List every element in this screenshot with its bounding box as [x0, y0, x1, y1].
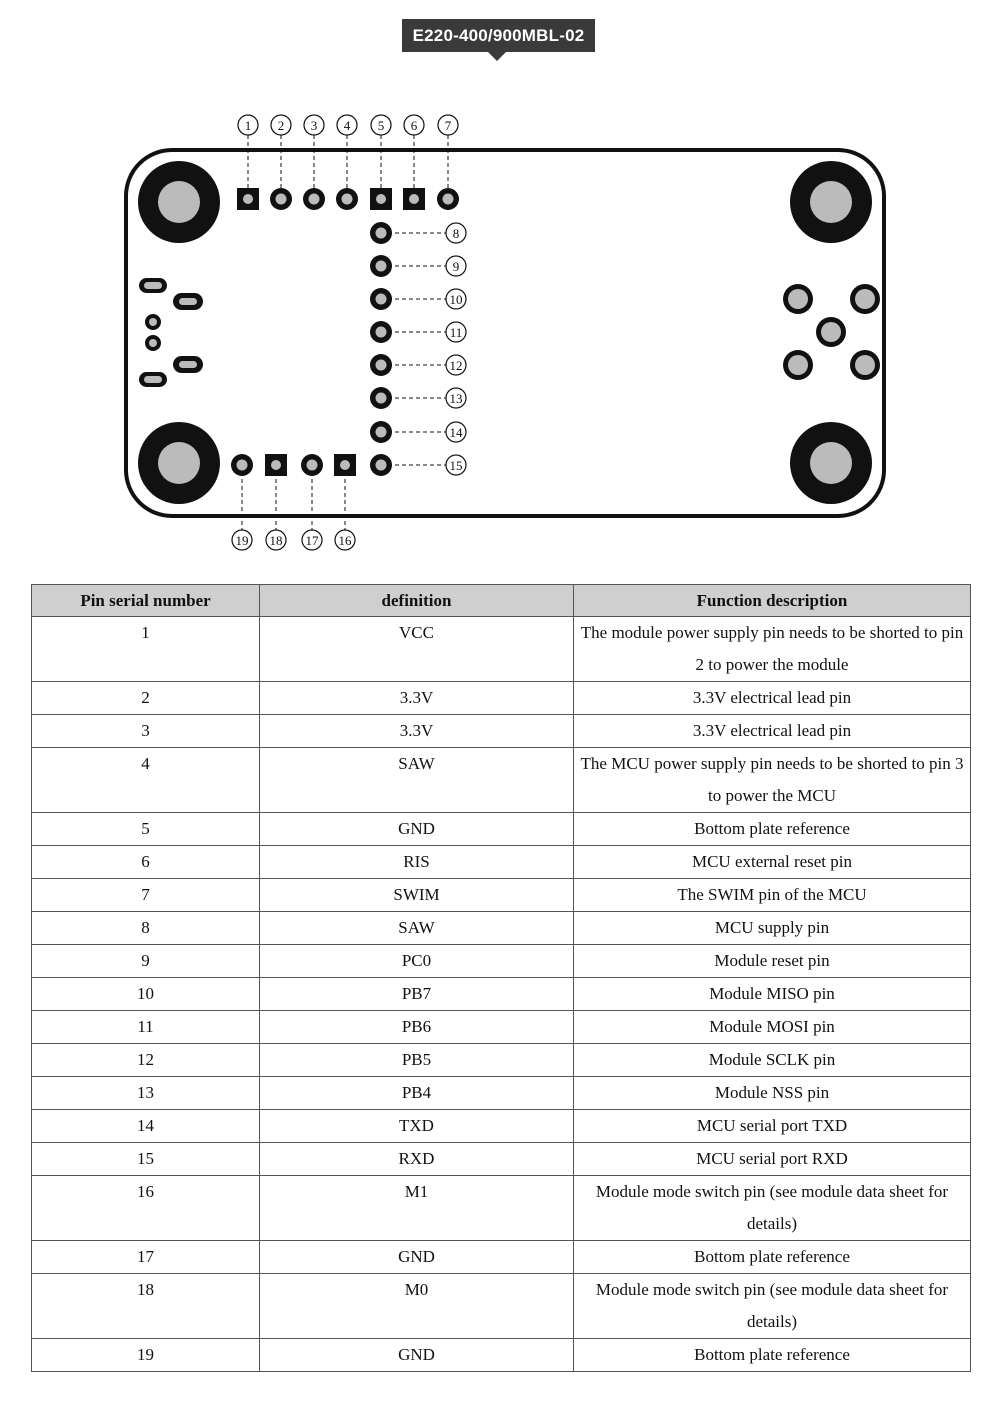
- description-cell: Bottom plate reference: [574, 1339, 971, 1372]
- table-row: [32, 1176, 971, 1241]
- pin-number-cell: 7: [32, 879, 260, 912]
- description-cell: Module SCLK pin: [574, 1044, 971, 1077]
- svg-text:8: 8: [452, 226, 460, 241]
- header-pin-serial-number: Pin serial number: [32, 585, 260, 617]
- mounting-hole-top-right: [790, 161, 872, 243]
- pin-number-cell: 6: [32, 846, 260, 879]
- pin-7-pad: [437, 188, 459, 210]
- pin-number-cell: 12: [32, 1044, 260, 1077]
- pin-12-pad: [370, 354, 392, 376]
- pin-label-18: [266, 530, 286, 550]
- table-row: [32, 748, 971, 813]
- pin-9-pad: [370, 255, 392, 277]
- pin-19-pad: [231, 454, 253, 476]
- pin-14-pad: [370, 421, 392, 443]
- pin-number-cell: 10: [32, 978, 260, 1011]
- pin-definition-table: [31, 584, 971, 1372]
- table-row: [32, 879, 971, 912]
- svg-text:11: 11: [449, 325, 463, 340]
- description-cell: The module power supply pin needs to be shorted to pin 2 to power the module: [574, 617, 971, 682]
- svg-text:17: 17: [305, 533, 319, 548]
- description-cell: Module reset pin: [574, 945, 971, 978]
- pin-label-10: [446, 289, 466, 309]
- definition-cell: 3.3V: [260, 682, 574, 715]
- pin-16-pad: [334, 454, 356, 476]
- table-row: [32, 1274, 971, 1339]
- svg-text:7: 7: [444, 118, 452, 133]
- description-cell: The SWIM pin of the MCU: [574, 879, 971, 912]
- definition-cell: TXD: [260, 1110, 574, 1143]
- pin-label-3: [304, 115, 324, 135]
- pin-label-17: [302, 530, 322, 550]
- pin-15-pad: [370, 454, 392, 476]
- mounting-hole-top-left: [138, 161, 220, 243]
- pin-number-cell: 4: [32, 748, 260, 813]
- pin-number-cell: 16: [32, 1176, 260, 1241]
- description-cell: MCU serial port TXD: [574, 1110, 971, 1143]
- svg-text:9: 9: [452, 259, 460, 274]
- description-cell: Module NSS pin: [574, 1077, 971, 1110]
- definition-cell: VCC: [260, 617, 574, 682]
- description-cell: Module MOSI pin: [574, 1011, 971, 1044]
- table-row: [32, 1044, 971, 1077]
- pin-number-cell: 3: [32, 715, 260, 748]
- definition-cell: SAW: [260, 912, 574, 945]
- definition-cell: M1: [260, 1176, 574, 1241]
- pin-number-cell: 9: [32, 945, 260, 978]
- definition-cell: PC0: [260, 945, 574, 978]
- pin-17-pad: [301, 454, 323, 476]
- pin-10-pad: [370, 288, 392, 310]
- pin-number-cell: 19: [32, 1339, 260, 1372]
- pin-label-13: [446, 388, 466, 408]
- svg-text:10: 10: [449, 292, 463, 307]
- svg-text:6: 6: [410, 118, 418, 133]
- svg-text:2: 2: [277, 118, 285, 133]
- pin-label-7: [438, 115, 458, 135]
- description-cell: Module MISO pin: [574, 978, 971, 1011]
- definition-cell: PB4: [260, 1077, 574, 1110]
- svg-text:14: 14: [449, 425, 463, 440]
- svg-text:13: 13: [449, 391, 463, 406]
- pin-number-cell: 13: [32, 1077, 260, 1110]
- pin-6-pad: [403, 188, 425, 210]
- table-row: [32, 682, 971, 715]
- definition-cell: PB6: [260, 1011, 574, 1044]
- table-row: [32, 1011, 971, 1044]
- pin-label-5: [371, 115, 391, 135]
- definition-cell: SAW: [260, 748, 574, 813]
- header-definition: definition: [260, 585, 574, 617]
- pin-label-12: [446, 355, 466, 375]
- description-cell: Module mode switch pin (see module data sheet for details): [574, 1176, 971, 1241]
- definition-cell: PB5: [260, 1044, 574, 1077]
- table-row: [32, 1241, 971, 1274]
- svg-text:19: 19: [235, 533, 249, 548]
- pin-number-cell: 1: [32, 617, 260, 682]
- pin-2-pad: [270, 188, 292, 210]
- svg-text:3: 3: [310, 118, 318, 133]
- pin-number-cell: 18: [32, 1274, 260, 1339]
- pin-11-pad: [370, 321, 392, 343]
- svg-text:18: 18: [269, 533, 283, 548]
- table-row: [32, 715, 971, 748]
- pin-4-pad: [336, 188, 358, 210]
- svg-text:5: 5: [377, 118, 385, 133]
- definition-cell: RXD: [260, 1143, 574, 1176]
- pin-3-pad: [303, 188, 325, 210]
- svg-text:15: 15: [449, 458, 463, 473]
- pin-label-8: [446, 223, 466, 243]
- pin-label-15: [446, 455, 466, 475]
- table-row: [32, 1339, 971, 1372]
- description-cell: Bottom plate reference: [574, 1241, 971, 1274]
- definition-cell: GND: [260, 1339, 574, 1372]
- pin-18-pad: [265, 454, 287, 476]
- pin-13-pad: [370, 387, 392, 409]
- pin-label-14: [446, 422, 466, 442]
- svg-text:4: 4: [343, 118, 351, 133]
- mounting-hole-bottom-left: [138, 422, 220, 504]
- description-cell: Bottom plate reference: [574, 813, 971, 846]
- table-row: [32, 1110, 971, 1143]
- table-row: [32, 846, 971, 879]
- table-row: [32, 912, 971, 945]
- table-row: [32, 1143, 971, 1176]
- pin-label-11: [446, 322, 466, 342]
- pin-5-pad: [370, 188, 392, 210]
- module-pinout-diagram: [0, 0, 1000, 580]
- description-cell: 3.3V electrical lead pin: [574, 682, 971, 715]
- description-cell: MCU serial port RXD: [574, 1143, 971, 1176]
- module-title-tag: E220-400/900MBL-02: [402, 19, 595, 52]
- table-row: [32, 1077, 971, 1110]
- svg-text:1: 1: [244, 118, 252, 133]
- description-cell: 3.3V electrical lead pin: [574, 715, 971, 748]
- pin-1-pad: [237, 188, 259, 210]
- definition-cell: PB7: [260, 978, 574, 1011]
- definition-cell: RIS: [260, 846, 574, 879]
- description-cell: Module mode switch pin (see module data sheet for details): [574, 1274, 971, 1339]
- table-row: [32, 978, 971, 1011]
- header-function-description: Function description: [574, 585, 971, 617]
- definition-cell: GND: [260, 813, 574, 846]
- definition-cell: GND: [260, 1241, 574, 1274]
- pin-label-2: [271, 115, 291, 135]
- table-header-row: [32, 585, 971, 617]
- description-cell: The MCU power supply pin needs to be shorted to pin 3 to power the MCU: [574, 748, 971, 813]
- pin-number-cell: 14: [32, 1110, 260, 1143]
- pin-8-pad: [370, 222, 392, 244]
- pin-label-6: [404, 115, 424, 135]
- pin-label-4: [337, 115, 357, 135]
- pin-number-cell: 17: [32, 1241, 260, 1274]
- pin-label-19: [232, 530, 252, 550]
- pin-number-cell: 2: [32, 682, 260, 715]
- description-cell: MCU supply pin: [574, 912, 971, 945]
- pin-number-cell: 8: [32, 912, 260, 945]
- table-row: [32, 945, 971, 978]
- pin-number-cell: 15: [32, 1143, 260, 1176]
- mounting-hole-bottom-right: [790, 422, 872, 504]
- svg-text:16: 16: [338, 533, 352, 548]
- definition-cell: M0: [260, 1274, 574, 1339]
- pin-label-16: [335, 530, 355, 550]
- description-cell: MCU external reset pin: [574, 846, 971, 879]
- table-row: [32, 617, 971, 682]
- pin-number-cell: 11: [32, 1011, 260, 1044]
- definition-cell: 3.3V: [260, 715, 574, 748]
- table-row: [32, 813, 971, 846]
- pin-label-9: [446, 256, 466, 276]
- pin-number-cell: 5: [32, 813, 260, 846]
- definition-cell: SWIM: [260, 879, 574, 912]
- svg-text:12: 12: [449, 358, 463, 373]
- pin-label-1: [238, 115, 258, 135]
